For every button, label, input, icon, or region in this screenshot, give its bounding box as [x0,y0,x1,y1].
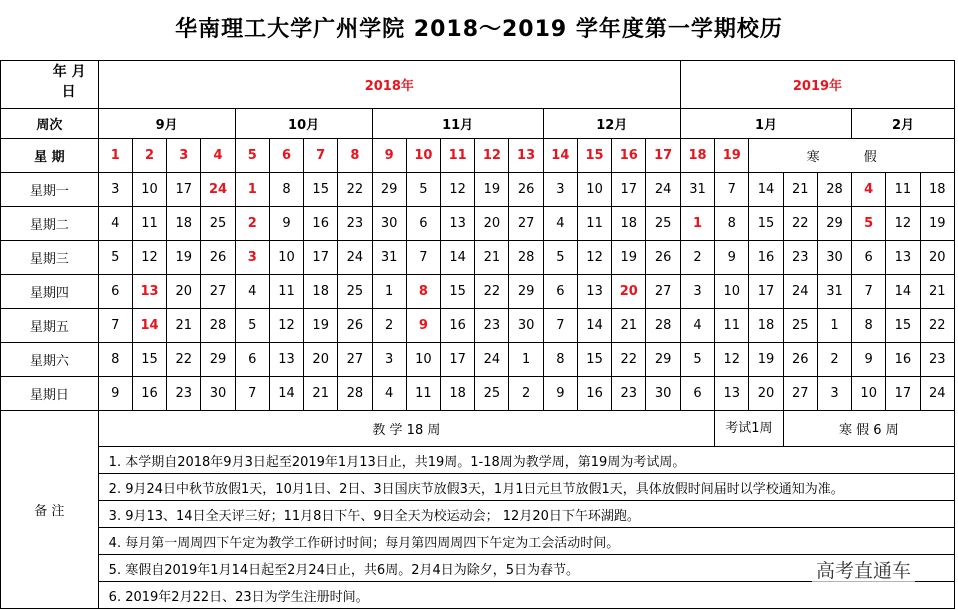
date-cell: 6 [852,241,886,275]
date-cell: 27 [509,207,543,241]
weekday-name: 星期二 [1,207,99,241]
date-cell: 18 [749,309,783,343]
holiday-weeks-summary: 寒 假 6 周 [783,411,954,447]
date-cell: 5 [852,207,886,241]
week-number-cell: 16 [612,139,646,173]
date-cell: 9 [406,309,440,343]
weekday-row [1,309,955,343]
date-cell: 25 [338,275,372,309]
date-cell: 19 [167,241,201,275]
date-cell: 9 [543,377,577,411]
week-number-cell: 1 [98,139,132,173]
date-cell: 26 [646,241,680,275]
date-cell: 11 [132,207,166,241]
date-cell: 3 [680,275,714,309]
date-cell: 29 [201,343,235,377]
date-cell: 28 [646,309,680,343]
date-cell: 14 [886,275,920,309]
date-cell: 10 [577,173,611,207]
date-cell: 7 [406,241,440,275]
weekday-row [1,173,955,207]
date-cell: 18 [920,173,954,207]
date-cell: 27 [646,275,680,309]
note-item: 6. 2019年2月22日、23日为学生注册时间。 [98,582,954,609]
date-cell: 21 [304,377,338,411]
date-cell: 10 [852,377,886,411]
weekday-name: 星期一 [1,173,99,207]
date-cell: 30 [201,377,235,411]
date-cell: 25 [475,377,509,411]
note-item: 2. 9月24日中秋节放假1天，10月1日、2日、3日国庆节放假3天，1月1日元旦节放假1天，具体放假时间届时以学校通知为准。 [98,474,954,501]
week-number-cell: 13 [509,139,543,173]
date-cell: 21 [167,309,201,343]
month-jan: 1月 [680,109,851,139]
date-cell: 9 [852,343,886,377]
date-cell: 6 [680,377,714,411]
date-cell: 20 [304,343,338,377]
date-cell: 15 [304,173,338,207]
date-cell: 25 [783,309,817,343]
date-cell: 23 [612,377,646,411]
date-cell: 6 [543,275,577,309]
date-cell: 1 [235,173,269,207]
week-number-cell: 18 [680,139,714,173]
week-number-cell: 5 [235,139,269,173]
date-cell: 14 [749,173,783,207]
notes-label: 备 注 [1,411,99,609]
date-cell: 24 [920,377,954,411]
date-cell: 20 [167,275,201,309]
date-cell: 4 [543,207,577,241]
date-cell: 27 [338,343,372,377]
date-cell: 7 [235,377,269,411]
date-cell: 3 [235,241,269,275]
date-cell: 22 [920,309,954,343]
date-cell: 13 [132,275,166,309]
date-cell: 9 [715,241,749,275]
date-cell: 27 [783,377,817,411]
date-cell: 19 [475,173,509,207]
week-number-cell: 14 [543,139,577,173]
week-number-cell: 4 [201,139,235,173]
date-cell: 7 [852,275,886,309]
page-title: 华南理工大学广州学院 2018～2019 学年度第一学期校历 [175,17,783,42]
month-sep: 9月 [98,109,235,139]
date-cell: 8 [543,343,577,377]
date-cell: 30 [509,309,543,343]
date-cell: 22 [338,173,372,207]
date-cell: 2 [680,241,714,275]
date-cell: 13 [886,241,920,275]
date-cell: 8 [406,275,440,309]
date-cell: 12 [132,241,166,275]
date-cell: 7 [715,173,749,207]
date-cell: 5 [543,241,577,275]
date-cell: 26 [338,309,372,343]
weekday-name: 星期四 [1,275,99,309]
year-2018: 2018年 [98,61,680,109]
calendar-table [0,60,955,609]
date-cell: 1 [817,309,851,343]
date-cell: 15 [749,207,783,241]
date-cell: 23 [167,377,201,411]
week-number-cell: 11 [441,139,475,173]
date-cell: 17 [749,275,783,309]
date-cell: 22 [475,275,509,309]
date-cell: 12 [441,173,475,207]
date-cell: 22 [783,207,817,241]
date-cell: 4 [852,173,886,207]
date-cell: 2 [509,377,543,411]
date-cell: 22 [167,343,201,377]
date-cell: 14 [132,309,166,343]
date-cell: 11 [577,207,611,241]
date-cell: 13 [577,275,611,309]
date-cell: 19 [749,343,783,377]
note-item: 3. 9月13、14日全天评三好；11月8日下午、9日全天为校运动会； 12月20日下午环湖跑。 [98,501,954,528]
date-cell: 5 [235,309,269,343]
date-cell: 2 [372,309,406,343]
date-cell: 8 [269,173,303,207]
date-cell: 4 [680,309,714,343]
date-cell: 5 [406,173,440,207]
date-cell: 13 [715,377,749,411]
weekday-row [1,207,955,241]
date-cell: 19 [612,241,646,275]
date-cell: 20 [612,275,646,309]
date-cell: 16 [577,377,611,411]
date-cell: 20 [920,241,954,275]
note-item: 4. 每月第一周周四下午定为教学工作研讨时间；每月第四周周四下午定为工会活动时间。 [98,528,954,555]
weekday-name: 星期五 [1,309,99,343]
date-cell: 18 [612,207,646,241]
date-cell: 8 [715,207,749,241]
date-cell: 9 [98,377,132,411]
date-cell: 21 [920,275,954,309]
date-cell: 16 [132,377,166,411]
date-cell: 15 [577,343,611,377]
corner-year-month: 年 月 [52,64,86,80]
date-cell: 30 [817,241,851,275]
date-cell: 26 [783,343,817,377]
date-cell: 28 [201,309,235,343]
year-2019: 2019年 [680,61,954,109]
date-cell: 31 [817,275,851,309]
date-cell: 10 [269,241,303,275]
date-cell: 3 [98,173,132,207]
weekday-label: 星 期 [1,139,99,173]
week-number-cell: 12 [475,139,509,173]
date-cell: 12 [269,309,303,343]
week-number-cell: 8 [338,139,372,173]
date-cell: 30 [646,377,680,411]
date-cell: 7 [543,309,577,343]
date-cell: 28 [338,377,372,411]
date-cell: 9 [269,207,303,241]
date-cell: 31 [680,173,714,207]
date-cell: 21 [612,309,646,343]
date-cell: 13 [269,343,303,377]
date-cell: 15 [441,275,475,309]
date-cell: 15 [886,309,920,343]
date-cell: 23 [783,241,817,275]
date-cell: 18 [441,377,475,411]
date-cell: 5 [680,343,714,377]
date-cell: 29 [509,275,543,309]
week-number-cell: 2 [132,139,166,173]
date-cell: 18 [167,207,201,241]
date-cell: 24 [201,173,235,207]
date-cell: 23 [338,207,372,241]
month-feb: 2月 [852,109,955,139]
date-cell: 28 [509,241,543,275]
date-cell: 10 [406,343,440,377]
date-cell: 16 [749,241,783,275]
date-cell: 30 [372,207,406,241]
week-number-cell: 17 [646,139,680,173]
week-number-label: 周次 [1,109,99,139]
date-cell: 6 [235,343,269,377]
date-cell: 11 [269,275,303,309]
date-cell: 7 [98,309,132,343]
corner-header [1,61,99,109]
date-cell: 29 [646,343,680,377]
date-cell: 11 [715,309,749,343]
date-cell: 26 [201,241,235,275]
date-cell: 12 [886,207,920,241]
date-cell: 24 [646,173,680,207]
month-dec: 12月 [543,109,680,139]
date-cell: 17 [886,377,920,411]
weekday-row [1,275,955,309]
month-oct: 10月 [235,109,372,139]
date-cell: 14 [269,377,303,411]
date-cell: 6 [406,207,440,241]
note-item: 5. 寒假自2019年1月14日起至2月24日止，共6周。2月4日为除夕，5日为春节。 [98,555,954,582]
date-cell: 6 [98,275,132,309]
date-cell: 14 [577,309,611,343]
week-number-cell: 19 [715,139,749,173]
weekday-name: 星期日 [1,377,99,411]
weekday-row [1,241,955,275]
date-cell: 17 [441,343,475,377]
date-cell: 19 [920,207,954,241]
weekday-name: 星期三 [1,241,99,275]
date-cell: 12 [715,343,749,377]
date-cell: 20 [475,207,509,241]
date-cell: 4 [235,275,269,309]
date-cell: 24 [475,343,509,377]
week-number-cell: 7 [304,139,338,173]
date-cell: 13 [441,207,475,241]
date-cell: 12 [577,241,611,275]
weekday-row [1,343,955,377]
date-cell: 20 [749,377,783,411]
date-cell: 16 [886,343,920,377]
date-cell: 3 [817,377,851,411]
date-cell: 16 [441,309,475,343]
date-cell: 21 [783,173,817,207]
note-item: 1. 本学期自2018年9月3日起至2019年1月13日止，共19周。1-18周为教学周，第19周为考试周。 [98,447,954,474]
date-cell: 3 [372,343,406,377]
date-cell: 1 [372,275,406,309]
weekday-row [1,377,955,411]
week-number-cell: 10 [406,139,440,173]
date-cell: 27 [201,275,235,309]
exam-week-summary: 考试1周 [715,411,783,447]
watermark-text: 高考直通车 [812,556,915,583]
date-cell: 24 [783,275,817,309]
teaching-weeks-summary: 教 学 18 周 [98,411,714,447]
date-cell: 11 [886,173,920,207]
date-cell: 21 [475,241,509,275]
date-cell: 23 [475,309,509,343]
week-number-cell: 15 [577,139,611,173]
date-cell: 1 [680,207,714,241]
date-cell: 8 [98,343,132,377]
date-cell: 10 [715,275,749,309]
date-cell: 29 [372,173,406,207]
date-cell: 5 [98,241,132,275]
date-cell: 22 [612,343,646,377]
date-cell: 2 [817,343,851,377]
date-cell: 17 [167,173,201,207]
weekday-name: 星期六 [1,343,99,377]
date-cell: 15 [132,343,166,377]
month-nov: 11月 [372,109,543,139]
date-cell: 17 [304,241,338,275]
date-cell: 26 [509,173,543,207]
date-cell: 2 [235,207,269,241]
date-cell: 24 [338,241,372,275]
week-number-cell: 9 [372,139,406,173]
date-cell: 11 [406,377,440,411]
date-cell: 8 [852,309,886,343]
date-cell: 19 [304,309,338,343]
date-cell: 14 [441,241,475,275]
corner-day: 日 [61,84,76,100]
week-number-cell: 3 [167,139,201,173]
date-cell: 25 [201,207,235,241]
date-cell: 23 [920,343,954,377]
week-number-cell: 6 [269,139,303,173]
date-cell: 3 [543,173,577,207]
date-cell: 17 [612,173,646,207]
date-cell: 10 [132,173,166,207]
winter-holiday-label: 寒 假 [749,139,955,173]
date-cell: 4 [98,207,132,241]
date-cell: 16 [304,207,338,241]
date-cell: 31 [372,241,406,275]
date-cell: 4 [372,377,406,411]
date-cell: 18 [304,275,338,309]
date-cell: 1 [509,343,543,377]
date-cell: 25 [646,207,680,241]
date-cell: 28 [817,173,851,207]
date-cell: 29 [817,207,851,241]
